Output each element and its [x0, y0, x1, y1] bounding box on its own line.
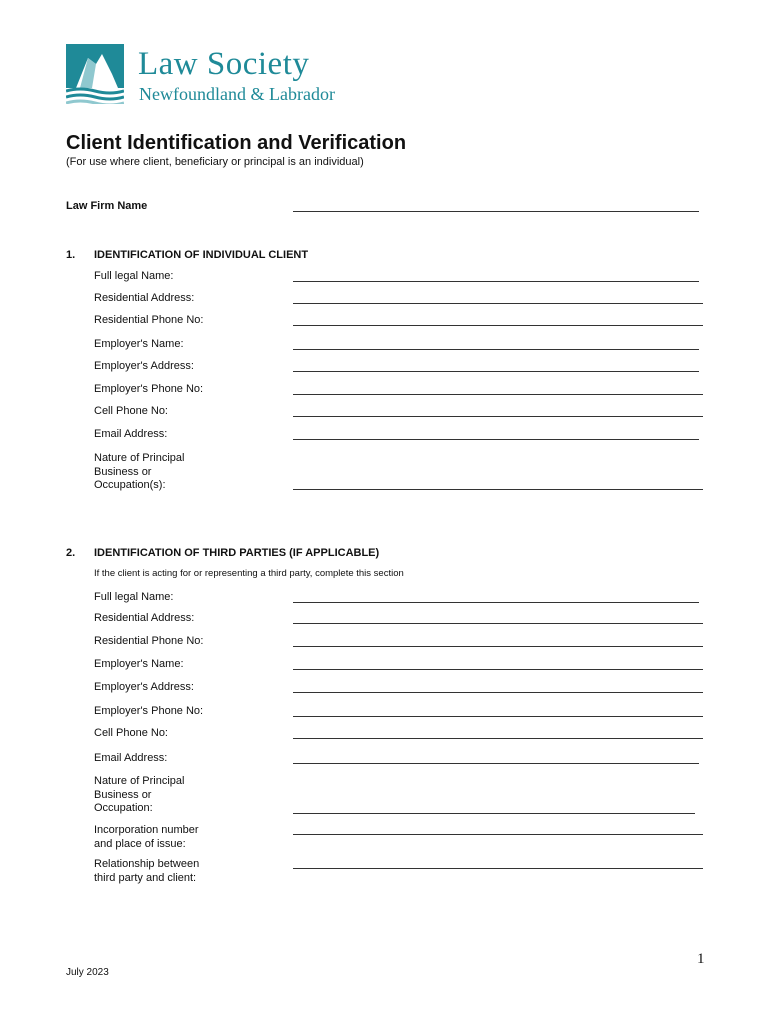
s2-email-field[interactable]: [293, 763, 699, 764]
logo-title: Law Society: [138, 46, 310, 82]
footer-date: July 2023: [66, 967, 109, 978]
logo-subtitle: Newfoundland & Labrador: [139, 84, 335, 104]
s1-email-field[interactable]: [293, 439, 699, 440]
s1-residential-address-field[interactable]: [293, 303, 703, 304]
law-society-logo: [66, 44, 366, 108]
s2-residential-address-field[interactable]: [293, 623, 703, 624]
law-firm-field[interactable]: [293, 211, 699, 212]
section1-heading: IDENTIFICATION OF INDIVIDUAL CLIENT: [94, 249, 309, 261]
s2-field-label: Employer's Name:: [94, 658, 184, 670]
s1-field-label: Email Address:: [94, 428, 168, 440]
law-society-emblem-icon: [66, 44, 124, 104]
s1-occupation-field[interactable]: [293, 489, 703, 490]
s2-employer-address-field[interactable]: [293, 692, 703, 693]
s2-field-label: Relationship between third party and client:: [94, 858, 200, 884]
s1-employer-name-field[interactable]: [293, 349, 699, 350]
s2-field-label: Residential Phone No:: [94, 635, 204, 647]
s2-occupation-field[interactable]: [293, 813, 695, 814]
page-number: 1: [697, 951, 705, 967]
s2-field-label: Email Address:: [94, 752, 168, 764]
s2-residential-phone-field[interactable]: [293, 646, 703, 647]
s1-field-label: Full legal Name:: [94, 270, 174, 282]
s1-field-label: Cell Phone No:: [94, 405, 168, 417]
s2-field-label: Incorporation number and place of issue:: [94, 824, 199, 850]
s1-field-label: Residential Address:: [94, 292, 195, 304]
s2-field-label: Residential Address:: [94, 612, 195, 624]
s1-full-name-field[interactable]: [293, 281, 699, 282]
s2-relationship-field[interactable]: [293, 868, 703, 869]
s1-field-label: Employer's Name:: [94, 338, 184, 350]
s2-employer-name-field[interactable]: [293, 669, 703, 670]
s1-field-label: Employer's Address:: [94, 360, 194, 372]
s2-field-label: Full legal Name:: [94, 591, 174, 603]
s1-field-label: Nature of Principal Business or Occupation(s):: [94, 452, 185, 491]
s1-field-label: Employer's Phone No:: [94, 383, 204, 395]
s1-cell-phone-field[interactable]: [293, 416, 703, 417]
document-title: Client Identification and Verification: [66, 132, 407, 154]
s1-employer-phone-field[interactable]: [293, 394, 703, 395]
s2-field-label: Cell Phone No:: [94, 727, 168, 739]
section2-heading: IDENTIFICATION OF THIRD PARTIES (IF APPLICABLE): [94, 547, 380, 559]
section1-number: 1.: [66, 249, 76, 261]
s2-field-label: Employer's Phone No:: [94, 705, 204, 717]
s2-full-name-field[interactable]: [293, 602, 699, 603]
section2-number: 2.: [66, 547, 76, 559]
law-firm-label: Law Firm Name: [66, 200, 148, 212]
document-subtitle: (For use where client, beneficiary or principal is an individual): [66, 156, 364, 168]
s1-employer-address-field[interactable]: [293, 371, 699, 372]
s2-employer-phone-field[interactable]: [293, 716, 703, 717]
s1-field-label: Residential Phone No:: [94, 314, 204, 326]
s1-residential-phone-field[interactable]: [293, 325, 703, 326]
s2-field-label: Nature of Principal Business or Occupation:: [94, 775, 185, 814]
s2-cell-phone-field[interactable]: [293, 738, 703, 739]
s2-field-label: Employer's Address:: [94, 681, 194, 693]
section2-note: If the client is acting for or representing a third party, complete this section: [94, 568, 404, 579]
s2-incorporation-field[interactable]: [293, 834, 703, 835]
